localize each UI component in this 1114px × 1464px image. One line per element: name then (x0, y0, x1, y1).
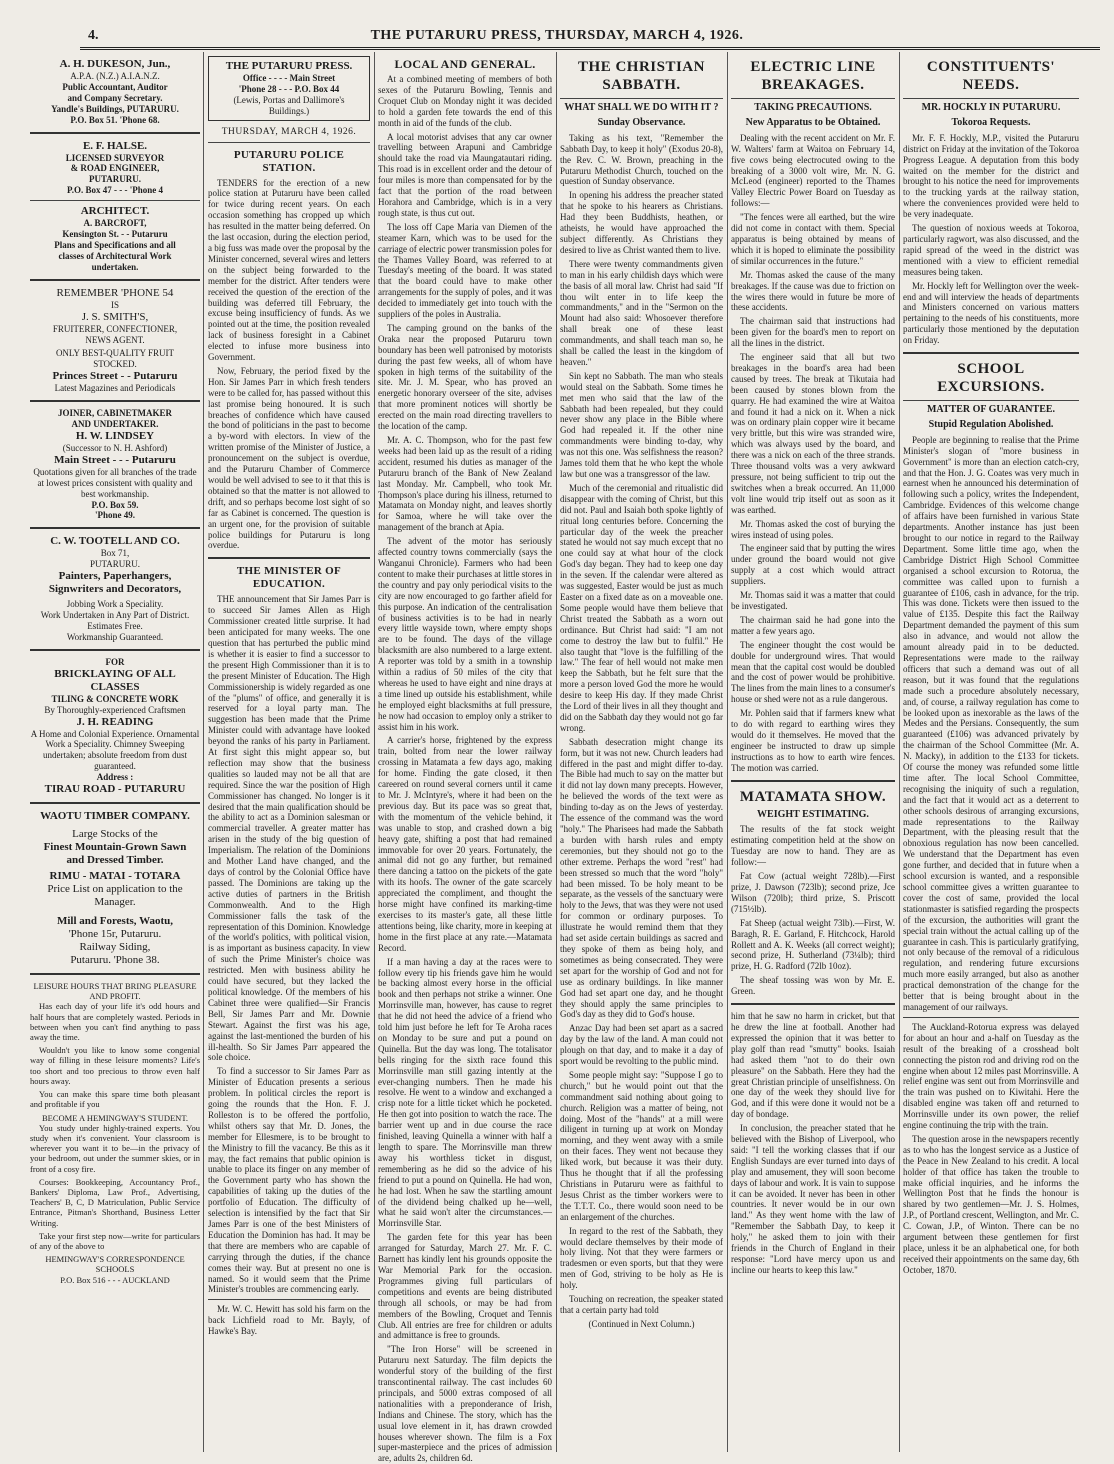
constituents-p2: The question of noxious weeds at Tokoroa, particularly ragwort, was also discussed, and the rapid spread of the weed in the district was mentioned with a view to efficient remedial measures being taken. (903, 223, 1079, 277)
divider (30, 527, 200, 529)
ad-waotu-line2: Finest Mountain-Grown Sawn (43, 841, 187, 854)
ad-dukeson-address: Yandle's Buildings, PUTARURU. (51, 103, 179, 114)
electric-subheading: TAKING PRECAUTIONS. (754, 102, 872, 113)
divider (903, 98, 1079, 99)
constituents-p1: Mr. F. F. Hockly, M.P., visited the Putaruru district on Friday at the invitation of the Tokoroa Progress League. A deputation from this body waited on the member for the district and brought to his notice the need for improvements to the trucking yards at the railway station, where the conveniences provided were held to be very inadequate. (903, 132, 1079, 220)
divider (208, 1299, 370, 1300)
divider (208, 142, 370, 143)
express-note: The Auckland-Rotorua express was delayed for about an hour and a-half on Tuesday as the result of the breaking of a crosshead bolt connecting the piston rod and driving rod on the engine when about 12 miles past Morrinsville. A relief engine was sent out from Morrinsville and the train was pushed on to Kiwitahi. Here the disabled engine was taken off and returned to Morrinsville under its own power, the relief engine continuing the trip with the train. (903, 1021, 1079, 1131)
local-p7: A carrier's horse, frightened by the express train, bolted from near the lower railway crossing in Matamata a few days ago, making for home. Finding the gate closed, it then careered on round several corners until it came to Mr. J. McIntyre's, where it had been on the previous day. But its pace was so great that, with the momentum of the vehicle behind, it was unable to stop, and crashed down a big heavy gate, shifting a post that had remained immovable for over 20 years. Fortunately, the animal did not go any further, but remained there dancing a tattoo on the pickets of the gate with its hoofs. The owner of the gate scarcely appreciated the compliment, and thought the horse might have confined its marking-time exercises to its master's gate, all these little attentions being, like charity, more in keeping at home in the first place at any rate.—Matamata Record. (378, 735, 552, 953)
ad-smith-line6: STOCKED. (93, 359, 137, 370)
office-line2: 'Phone 28 - - - P.O. Box 44 (238, 83, 340, 94)
ad-tootell (30, 535, 200, 642)
divider (903, 352, 1079, 354)
office-box (208, 56, 370, 121)
ad-halse-line3: PUTARURU. (88, 174, 142, 185)
advertisements-column (30, 52, 200, 1452)
ad-waotu-line3: and Dressed Timber. (66, 854, 164, 867)
electric-p5: The engineer said that all but two breakages in the board's area had been caused by trees. The break at Tikutaia had been caused by stones blown from the quarry. He had examined the wire at Waitoa and found it had a nick on it. When a nick was on ordinary plain copper wire it became very brittle, but this wire was stranded wire, which was always used by the board, and there was a nick on each of the three strands. Three thousand volts was a very awkward pressure, not being sufficient to trip out the switches when a break occurred. An 11,000 volt line would trip itself out as soon as it was earthed. (731, 352, 895, 515)
ad-halse-line1: LICENSED SURVEYOR (65, 152, 165, 163)
hewitt-note: Mr. W. C. Hewitt has sold his farm on the back Lichfield road to Mr. Bayly, of Hawke's Bay. (208, 1304, 370, 1337)
electric-p9: The chairman said he had gone into the matter a few years ago. (731, 614, 895, 636)
constituents-heading: CONSTITUENTS' NEEDS. (926, 59, 1056, 93)
sabbath-continued-p2: In conclusion, the preacher stated that he believed with the Bishop of Liverpool, who said: "I tell the working classes that if our English Sundays are ever turned into days of play and amusement, they will soon become days of labour and work. It is vain to suppose it can be avoided. It never has been in other countries. It never would be in our own land." As they went home with the law of "Remember the Sabbath Day, to keep it holy," he asked them to join with their friends in the Church of England in their response: "Lord have mercy upon us and incline our hearts to keep this law." (731, 1123, 895, 1275)
local-p10: "The Iron Horse" will be screened in Putaruru next Saturday. The film depicts the wonderful story of the building of the first transcontinental railway. The cast includes 60 principals, and 5000 extras composed of all nationalities with a preponderance of Irish, Indians and Chinese. The story, which has the usual love element in it, has drawn crowded houses wherever shown. The film is a Fox super-masterpiece and the prices of admission are, adults 2s, children 6d. (378, 1344, 552, 1464)
electric-p2: "The fences were all earthed, but the wire did not come in contact with them. Special apparatus is being obtained by means of which it is hoped to eliminate the possibility of similar occurrences in the future." (731, 212, 895, 266)
masthead (0, 0, 1114, 52)
ad-dukeson-quals: A.P.A. (N.Z.) A.I.A.N.Z. (70, 71, 160, 81)
ad-lindsey-line2: AND UNDERTAKER. (71, 419, 159, 430)
excursions-subheading-2: Stupid Regulation Abolished. (928, 418, 1054, 430)
ad-hemingway-p1: Has each day of your life it's odd hours and half hours that are completely wasted. Periods in between when you can't find anything to pass away the time. (30, 1001, 200, 1043)
divider (208, 557, 370, 559)
sabbath-p9: In regard to the rest of the Sabbath, they would declare themselves by their mode of holy living. Not that they were farmers or tradesmen or even sports, but that they were men of God, striving to be holy as He is holy. (560, 1225, 723, 1291)
electric-p10: The engineer thought the cost would be double for underground wires. That would mean that the capital cost would be doubled and the cost of power would be prohibitive. The lines from the main lines to a consumer's house or shed were not as a rule dangerous. (731, 639, 895, 705)
editorial-column (208, 52, 370, 1452)
matamata-show-heading: MATAMATA SHOW. (739, 788, 887, 805)
local-p1: At a combined meeting of members of both sexes of the Putaruru Bowling, Tennis and Croquet Club on Monday night it was decided to hold a garden fete towards the end of this month in aid of the funds of the club. (378, 74, 552, 128)
masthead-title: THE PUTARURU PRESS, THURSDAY, MARCH 4, 1926. (370, 28, 744, 43)
minister-p1: THE announcement that Sir James Parr is to succeed Sir James Allen as High Commissioner created little surprise. It had been anticipated for many weeks. The one question that has perturbed the public mind is whether it is easier to find a successor to the present High Commissioner than it is to the present Minister of Education. The High Commissionership is widely regarded as one of the "plums" of office, and generally it is reserved for a loyal party man. The suggestion has been made that the Prime Minister could with advantage have looked beyond the ranks of his party in Parliament. At first sight this might appear so, but reflection may show that the business qualities so lauded may not be all that are required. Since the war the position of High Commissioner has changed. No longer is it desired that the main qualification should be the ability to act as a Dominion salesman or commercial traveller. A greater matter has arisen in the study of the big question of Imperialism. The relation of the Dominions and Mother Land have changed, and the days of control by the Colonial Office have passed. The Dominions are taking up the active duties of partners in the British Commonwealth. And to the High Commissioner falls the task of the representation of this Dominion. Knowledge of the world's politics, with political vision, is as important as business capacity. In view of such the Prime Minister's choice was restricted. Men with business ability he could have secured, but they lacked the political knowledge. Of the members of his Cabinet three were qualified—Sir Francis Bell, Sir James Parr and Mr. Downie Stewart. Against the first was his age, against the last-mentioned the burden of his ill-health. So Sir James Parr appeared the sole choice. (208, 594, 370, 1063)
sabbath-p3: There were twenty commandments given to man in his early childish days which were the basis of all moral law. Christ had said "If thou wilt enter in to life keep the commandments," and in the "Sermon on the Mount had also said: Whosoever therefore shall break one of these least commandments, and shall teach man so, he shall be called the least in the kingdom of heaven." (560, 258, 723, 367)
divider (731, 1003, 895, 1005)
divider (903, 400, 1079, 401)
electric-p3: Mr. Thomas asked the cause of the many breakages. If the cause was due to friction on the wires there would in future be more of these accidents. (731, 269, 895, 313)
ad-reading-line2: BRICKLAYING OF ALL (54, 667, 176, 680)
ad-reading-line7: Address : (96, 772, 134, 783)
sabbath-subheading-2: Sunday Observance. (597, 116, 686, 128)
sabbath-p5: Much of the ceremonial and ritualistic did disappear with the coming of Christ, but this did not. Paul and Isaiah both spoke lightly of ritual long centuries before. Concerning the particular day of the week the preacher stated he would not say much except that no one could say at what hour of the clock God's day began. They had to keep one day in the seven. If the calendar were altered as was suggested, Easter would be just as much Easter on a fixed date as on a moveable one. Some people would have them believe that Christ treated the Sabbath as a worn out ordinance. But Christ had said: "I am not come to destroy the law but to fulfil." He also taught that "love is the fulfilling of the law." The fear of hell would not make men keep the Sabbath, but he felt sure that the more a person loved God the more he would desire to keep His day. If they made Christ the Lord of their lives in all they thought and did on the Sabbath day they would not go far wrong. (560, 482, 723, 733)
ad-reading-line6: A Home and Colonial Experience. Ornamental Work a Speciality. Chimney Sweeping undertaken; absolute freedom from dust guaranteed. (30, 728, 200, 772)
ad-smith (30, 287, 200, 394)
ad-hemingway-p2: Wouldn't you like to know some congenial way of filling in these leisure moments? Life's too short and too precious to throw even half hours away. (30, 1045, 200, 1086)
show-p2: Fat Cow (actual weight 728lb).—First prize, J. Dawson (723lb); second prize, Jce Wilson (720lb); third prize, S. Priscott (715½lb). (731, 871, 895, 914)
ad-lindsey-line5: Quotations given for all branches of the trade at lowest prices consistent with quality and best workmanship. (33, 466, 197, 499)
local-p5: Mr. A. C. Thompson, who for the past few weeks had been laid up as the result of a riding accident, resumed his duties as manager of the Putaruru branch of the Bank of New Zealand last Monday. Mr. Campbell, who took Mr. Thompson's place during his illness, returned to Matamata on Monday night, and leaves shortly for Samoa, where he will take over the management of the branch at Apia. (378, 435, 552, 533)
ad-halse-line4: P.O. Box 47 - - - 'Phone 4 (67, 185, 163, 196)
ad-tootell-line1: Box 71, (100, 548, 130, 559)
sabbath-subheading: WHAT SHALL WE DO WITH IT ? (564, 102, 719, 113)
ad-waotu-line4: RIMU - MATAI - TOTARA (49, 870, 181, 883)
ad-smith-line2: IS (110, 299, 119, 310)
sabbath-continued-p1: him that he saw no harm in cricket, but that he drew the line at football. Another had expressed the opinion that it was better to play golf than read "smutty" books. Isaiah had asked them "not to do their own pleasure" on the Sabbath. Here they had the great Christian principle of unselfishness. On one day of the week they should live for God, and if this were done it would not be a day of bondage. (731, 1011, 895, 1120)
ad-waotu-line1: Large Stocks of the (72, 828, 158, 841)
matamata-show-subheading: WEIGHT ESTIMATING. (757, 808, 869, 820)
divider (30, 649, 200, 651)
ad-hemingway-h3: HEMINGWAY'S CORRESPONDENCE SCHOOLS (45, 1254, 185, 1275)
masthead-rule (80, 47, 1100, 50)
electric-p11: Mr. Pohlen said that if farmers knew what to do with regard to earthing wires they would do it themselves. He moved that the engineer be instructed to draw up simple instructions as to how to earth wire fences. The motion was carried. (731, 708, 895, 773)
ad-waotu-line5: Price List on application to the Manager. (47, 883, 183, 909)
ad-smith-name: J. S. SMITH'S, (81, 310, 149, 323)
office-title: THE PUTARURU PRESS. (225, 60, 353, 72)
ad-halse-line2: & ROAD ENGINEER, (70, 163, 160, 174)
ad-waotu-line8: Railway Siding, (79, 941, 151, 954)
ad-reading-line8: TIRAU ROAD - PUTARURU (44, 783, 186, 796)
electric-p7: The engineer said that by putting the wires under ground the board would not give supply at a cost which would attract suppliers. (731, 543, 895, 587)
ad-lindsey-name: H. W. LINDSEY (75, 429, 155, 442)
ad-lindsey (30, 408, 200, 521)
ad-lindsey-line7: 'Phone 49. (94, 510, 135, 521)
divider (30, 400, 200, 402)
electric-p8: Mr. Thomas said it was a matter that could be investigated. (731, 590, 895, 611)
show-p4: The sheaf tossing was won by Mr. E. Green. (731, 975, 895, 997)
sabbath-p10: Touching on recreation, the speaker stated that a certain party had told (560, 1294, 723, 1315)
minister-heading: THE MINISTER OF EDUCATION. (236, 565, 342, 591)
constituents-column (903, 52, 1079, 1452)
justice-note: The question arose in the newspapers recently as to who has the longest service as a Justice of the Peace in New Zealand to his credit. A local holder of that office has taken the trouble to make official inquiries, and he informs the Wellington Post that he finds the honour is shared by two gentlemen—Mr. J. S. Holmes, J.P., of Portland crescent, Wellington, and Mr. C. C. Cowan, J.P., of Winton. There can be no argument between these gentlemen for first place, unless it be an alphabetical one, for both received their appointments on the same day, 6th October, 1870. (903, 1133, 1079, 1275)
sabbath-heading: THE CHRISTIAN SABBATH. (578, 59, 705, 93)
divider (30, 802, 200, 804)
ad-reading-name: J. H. READING (76, 715, 154, 728)
police-station-p1: TENDERS for the erection of a new police station at Putaruru have been called for twice during recent years. On each occasion something has cropped up which has resulted in the matter being deferred. On the last occasion, during the election period, a big fuss was made over the proposal by the Minister concerned, several wires and letters on the subject being forwarded to the member for the district. After tenders were received the question of the erection of the building was deferred till February, the excuse being insufficiency of funds. As we pointed out at the time, the position revealed lack of business foresight in a Cabinet elected to infuse more business into Government. (208, 177, 370, 363)
ad-lindsey-line4: Main Street - - - Putaruru (54, 453, 176, 466)
excursions-heading: SCHOOL EXCURSIONS. (937, 361, 1045, 396)
ad-halse-name: E. F. HALSE. (82, 139, 148, 152)
excursions-p1: People are beginning to realise that the Prime Minister's slogan of "more business in Government" is more than an election catch-cry, and that the Hon. J. G. Coates was very much in earnest when he announced his determination of following such a policy, writes the Independent, Cambridge. Evidences of this welcome change of affairs have been furnished in various State departments. Another instance has just been brought to our notice in regard to the Railway Department. Some little time ago, when the Cambridge District High School Committee organised a school excursion to Rotorua, the committee was called upon to furnish a guarantee of £106, cash in advance, for the trip. This was done. Tickets were then issued to the value of £135. Despite this fact the Railway Department demanded the payment of this sum also in advance, and would not allow the amount already paid in to be deducted. Representations were made to the railway officers that such a demand was out of all reason, but it was found that the regulations made such a procedure absolutely necessary, and, of course, a railway regulation has come to be looked upon as inexorable as the laws of the Medes and the Persians. Consequently, the sum guaranteed (£106) was advanced privately by the chairman of the School Committee (Mr. A. N. Macky), in addition to the £133 for tickets. Of course the money was refunded some little time after. The local School Committee, recognising the iniquity of such a regulation, and the fact that it would act as a deterrent to other schools desirous of arranging excursions, made representations to the Railway Department, with the pleasing result that the obnoxious regulation has now been cancelled. We understand that the Department has even gone further, and decided that in future when a school excursion is wanted, and a responsible school committee gives a written guarantee to cover the cost of same, provided the local stationmaster is satisfied regarding the prospects of the excursion, the authorities will grant the special train without the actual calling up of the guarantee in cash. This is particularly gratifying, not only because of the removal of a ridiculous regulation, and rendering future excursions much more easily arranged, but also as another practical demonstration of the change for the better that is being brought about in the management of our railways. (903, 434, 1079, 1012)
show-p1: The results of the fat stock weight estimating competition held at the show on Tuesday are now to hand. They are as follow:— (731, 824, 895, 868)
divider (560, 98, 723, 99)
ad-dukeson (30, 58, 200, 126)
ad-lindsey-line3: (Successor to N. H. Ashford) (62, 442, 168, 453)
ad-halse (30, 140, 200, 197)
column-rule (203, 52, 204, 1452)
office-line1: Office - - - - Main Street (242, 73, 336, 83)
ad-reading-line5: By Thoroughly-experienced Craftsmen (44, 704, 186, 715)
ad-dukeson-name: A. H. DUKESON, Jun., (59, 58, 171, 70)
dateline: THURSDAY, MARCH 4, 1926. (221, 126, 357, 137)
ad-hemingway-p4: You study under highly-trained experts. You study when it's convenient. Your classroom is wherever you want it to be—in the privacy of your bedroom, out under the summer skies, or in front of a cosy fire. (30, 1122, 200, 1174)
ad-waotu-line7: 'Phone 15r, Putaruru. (68, 928, 162, 941)
ad-tootell-line2: PUTARURU. (89, 559, 141, 570)
ad-lindsey-line6: P.O. Box 59. (91, 499, 139, 510)
ad-smith-line3: FRUITERER, CONFECTIONER, (52, 323, 178, 334)
constituents-subheading: MR. HOCKLY IN PUTARURU. (921, 102, 1061, 113)
divider (903, 1017, 1079, 1018)
ad-reading (30, 657, 200, 796)
excursions-subheading: MATTER OF GUARANTEE. (926, 404, 1056, 416)
police-station-heading: PUTARURU POLICE STATION. (233, 148, 345, 174)
ad-lindsey-line1: JOINER, CABINETMAKER (57, 408, 172, 419)
ad-hemingway (30, 981, 200, 1285)
divider (731, 98, 895, 99)
ad-tootell-line8: Workmanship Guaranteed. (66, 631, 164, 642)
sabbath-p4: Sin kept no Sabbath. The man who steals would steal on the Sabbath. Some times he met men who said that the law of the Sabbath had been repealed, but they could never show any place in the Bible where God had repealed it. If the other nine commandments were binding to-day, why was not this one. Was selfishness the reason? James told them that he who kept the whole law but one was a transgressor of the law. (560, 370, 723, 479)
ad-smith-line5: ONLY BEST-QUALITY FRUIT (55, 348, 175, 359)
electric-subheading-2: New Apparatus to be Obtained. (745, 116, 881, 128)
local-p2: A local motorist advises that any car owner travelling between Arapuni and Cambridge should take the road via Maungatautari riding. This road is in excellent order and the detour of four miles is more than compensated for by the fact that the portion of the road between Horahora and Cambridge, which is in a very rough state, is thus cut out. (378, 131, 552, 218)
ad-reading-line1: FOR (105, 656, 125, 667)
column-rule (727, 52, 728, 1452)
ad-tootell-name: C. W. TOOTELL AND CO. (50, 535, 180, 548)
local-p4: The camping ground on the banks of the Oraka near the proposed Putaruru town boundary has been well patronised by motorists during the past few weeks, all of whom have spoken in high terms of the suitability of the site. Mr. J. M. Spear, who has proved an energetic honorary overseer of the site, advises that more prominent notices will shortly be erected on the main road directing travellers to the location of the camp. (378, 322, 552, 432)
electric-heading: ELECTRIC LINE BREAKAGES. (750, 59, 876, 93)
show-p3: Fat Sheep (actual weight 73lb).—First, W. Baragh, R. E. Garland, F. Hitchcock, Harold Rollett and A. K. Weeks (all correct weight); second prize, H. Sutherland (73¼lb); third prize, H. G. Radford (72lb 10oz). (731, 917, 895, 972)
continued-note: (Continued in Next Column.) (588, 1318, 695, 1329)
ad-tootell-line7: Estimates Free. (87, 621, 143, 631)
local-p8: If a man having a day at the races were to follow every tip his friends gave him he would be backing almost every horse in the official book and then perhaps not strike a winner. One Morrinsville man, however, has cause to regret that he did not heed the advice of a friend who told him just before he left for Te Aroha races on Monday to be sure and put a pound on Quinella. But the day was long. The totalisator bells ringing for the sixth race found this Morrinsville man still gazing intently at the ever-changing numbers. Then he made his resolve. He went to a window and exchanged a crisp note for a little ticket which he pocketed. He then got into position to watch the race. The barrier went up and in due course the race finished, leaving Quinella a winner with half a length to spare. The Morrinsville man threw away his worthless ticket in disgust, remembering as he did so the advice of his friend to put a pound on Quinella. He had won, he had lost. When he saw the startling amount of the dividend being chalked up he—well, what he said won't alter the circumstances.—Morrinsville Star. (378, 956, 552, 1229)
sabbath-p7: Anzac Day had been set apart as a sacred day by the law of the land. A man could not plough on that day, and to make it a day of sport would be revolting to the public mind. (560, 1023, 723, 1067)
ad-tootell-line3: Painters, Paperhangers, (58, 570, 172, 583)
ad-waotu (30, 810, 200, 967)
electric-p1: Dealing with the recent accident on Mr. F. W. Walters' farm at Waitoa on February 14, five cows being electrocuted owing to the breaking of a 3000 volt wire, Mr. N. G. McLeod (engineer) reported to the Thames Valley Electric Power Board on Tuesday as follows:— (731, 132, 895, 209)
ad-hemingway-h2: BECOME A HEMINGWAY'S STUDENT. (41, 1112, 189, 1123)
constituents-subheading-2: Tokoroa Requests. (951, 116, 1031, 128)
local-p3: The loss off Cape Maria van Diemen of the steamer Karn, which was to be used for the carriage of electric power transmission poles for the Thames Valley Board, was referred to at Tuesday's meeting of the board. It was stated that the board could have to make other arrangements for the supply of poles, and it was decided to immediately get into touch with the suppliers of the poles in Australia. (378, 221, 552, 320)
ad-hemingway-p6: Take your first step now—write for particulars of any of the above to (30, 1230, 200, 1251)
divider (731, 780, 895, 782)
ad-architect-line1: Kensington St. - - Putaruru (62, 229, 168, 240)
ad-smith-line1: REMEMBER 'PHONE 54 (56, 286, 174, 299)
ad-hemingway-p5: Courses: Bookkeeping, Accountancy Prof., Bankers' Diploma, Law Prof., Advertising, Teachers' B, C, D Matriculation, Public Service Entrance, Pitman's Shorthand, Business Letter Writing. (30, 1176, 200, 1228)
sabbath-p8: Some people might say: "Suppose I go to church," but he would point out that the commandment said nothing about going to church. Religion was a matter of being, not doing. Most of the "hands" at a mill were diligent in turning up at work on Monday morning, and they went away with a smile on their faces. They went not because they liked work, but because it was their duty. Thus he thought that if all the professing Christians in Putaruru were as faithful to Jesus Christ as the timber workers were to the T.T.T. Co., there would soon need to be an enlargement of the churches. (560, 1069, 723, 1222)
sabbath-p2: In opening his address the preacher stated that he spoke to his hearers as Christians. Had they been Buddhists, heathen, or atheists, he would have approached the subject differently. As Christians they desired to live as Christ wanted them to live. (560, 190, 723, 255)
divider (30, 200, 200, 201)
ad-hemingway-h4: P.O. Box 516 - - - AUCKLAND (60, 1274, 170, 1285)
ad-reading-line4: TILING & CONCRETE WORK (51, 693, 179, 704)
ad-dukeson-line1: Public Accountant, Auditor (62, 81, 168, 92)
ad-dukeson-box: P.O. Box 51. 'Phone 68. (70, 114, 160, 125)
ad-waotu-line6: Mill and Forests, Waotu, (56, 915, 174, 928)
ad-hemingway-heading: LEISURE HOURS THAT BRING PLEASURE AND PROFIT. (33, 981, 197, 1002)
sabbath-column (560, 52, 723, 1452)
constituents-p3: Mr. Hockly left for Wellington over the week-end and will interview the heads of departments and Ministers concerned on various matters pertaining to the needs of his constituents, more particularly those mentioned by the deputation on Friday. (903, 280, 1079, 346)
police-station-p2: Now, February, the period fixed by the Hon. Sir James Parr in which fresh tenders were to be called for, has passed without this last promise being honoured. It is such breaches of confidence which have caused the bond of politicians in the past to become a by-word with electors. In view of the written promise of the Minister of Justice, a pronouncement on the subject is overdue, and the Putaruru Chamber of Commerce would be well advised to see to it that this is obtained so that the matter is not allowed to drift, and so perhaps become lost sight of so far as Cabinet is concerned. The question is an urgent one, for the provision of suitable police buildings for Putaruru is long overdue. (208, 365, 370, 551)
ad-tootell-line5: Jobbing Work a Speciality. (66, 599, 164, 610)
page-number: 4. (88, 28, 99, 43)
column-rule (899, 52, 900, 1452)
ad-waotu-name: WAOTU TIMBER COMPANY. (40, 810, 190, 823)
ad-smith-line8: Latest Magazines and Periodicals (54, 383, 176, 394)
electric-p6: Mr. Thomas asked the cost of burying the wires instead of using poles. (731, 518, 895, 540)
divider (30, 973, 200, 975)
ad-waotu-line9: Putaruru. 'Phone 38. (70, 954, 160, 967)
sabbath-p6: Sabbath desecration might change its form, but it was not new. Church leaders had differed in the past and might differ to-day. The Bible had much to say on the matter but it did not lay down many precepts. However, he believed the words of the text were as binding to-day as on the Jews of yesterday. The essence of the command was the word "holy." The Pharisees had made the Sabbath a burden with harsh rules and empty ceremonies, but they should not go to the other extreme. Perhaps the word "rest" had been stressed so much that the word "holy" had been missed. To be holy meant to be separate, as the vessels of the sanctuary were holy to the Jews, that was they were not used for common or ordinary purposes. To illustrate he would remind them that they had set aside certain buildings as sacred and they spoke of them as being holy, and sometimes as being consecrated. They were set apart for the worship of God and not for use as ordinary buildings. In like manner God had set apart one day, and he thought they should apply the same principles to God's day as they did to God's house. (560, 736, 723, 1020)
column-rule (556, 52, 557, 1452)
local-p6: The advent of the motor has seriously affected country towns commercially (says the Wanganui Chronicle). Farmers who had been content to make their purchases at little stores in the country and pay only periodical visits to the city are now encouraged to go farther afield for this purpose. An indication of the centralisation of business activities is to be had in nearly every little wayside town, where empty shops are to be found. The days of the village blacksmith are also numbered to a large extent. A reporter was told by a smith in a township within a radius of 50 miles of the city that whereas he used to have eight and nine drays at a time lined up outside his establishment, while he employed eight blacksmiths at full pressure, he now had occasion to employ only a striker to assist him in his work. (378, 536, 552, 732)
electric-p4: The chairman said that instructions had been given for the board's men to report on all the lines in the district. (731, 316, 895, 349)
column-rule (374, 52, 375, 1452)
ad-hemingway-p3: You can make this spare time both pleasant and profitable if you (30, 1089, 200, 1110)
minister-p2: To find a successor to Sir James Parr as Minister of Education presents a serious problem. In political circles the report is going the rounds that the Hon. F. J. Rolleston is to be offered the portfolio, whilst others say that Mr. D. Jones, the member for Ellesmere, is to be brought to the Ministry to fill the vacancy. Be this as it may, the fact remains that public opinion is unable to place its finger on any member of the Government party who has shown the capabilities of taking up the duties of the portfolio of Education. The difficulty of selection is intensified by the fact that Sir James Parr is one of the best Ministers of Education the Dominion has had. It may be that there are members who are capable of carrying through the duties, if the chance comes their way. But at present no one is named. So it would seem that the Prime Minister's troubles are commencing early. (208, 1066, 370, 1295)
divider (30, 132, 200, 134)
electric-column (731, 52, 895, 1452)
ad-smith-line4: NEWS AGENT. (85, 334, 145, 345)
local-general-column (378, 52, 552, 1464)
ad-architect-line2: Plans and Specifications and all (54, 239, 176, 250)
ad-reading-line3: CLASSES (90, 680, 140, 693)
ad-tootell-line6: Work Undertaken in Any Part of District. (40, 610, 190, 621)
office-line3: (Lewis, Portas and Dallimore's Buildings.) (233, 94, 345, 116)
ad-architect-line3: classes of Architectural Work (58, 250, 172, 261)
ad-architect (30, 205, 200, 273)
local-general-heading: LOCAL AND GENERAL. (394, 57, 536, 71)
ad-architect-line4: undertaken. (91, 261, 139, 272)
ad-architect-name: A. BARCROFT, (83, 218, 147, 229)
ad-architect-heading: ARCHITECT. (80, 205, 150, 218)
ad-tootell-line4: Signwriters and Decorators, (48, 583, 182, 596)
ad-smith-line7: Princes Street - - Putaruru (52, 370, 178, 383)
sabbath-p1: Taking as his text, "Remember the Sabbath Day, to keep it holy" (Exodus 20-8), the Rev. C. W. Brown, preaching in the Putaruru Methodist Church, touched on the question of Sunday observance. (560, 132, 723, 187)
local-p9: The garden fete for this year has been arranged for Saturday, March 27. Mr. F. C. Barnett has kindly lent his grounds opposite the War Memorial Park for the occasion. Programmes giving full particulars of competitions and events are being distributed through all schools, or may be had from members of the Bowling, Croquet and Tennis Club. All entries are free for children or adults and admittance is free to grounds. (378, 1232, 552, 1341)
ad-dukeson-line2: and Company Secretary. (67, 92, 163, 103)
divider (30, 279, 200, 281)
